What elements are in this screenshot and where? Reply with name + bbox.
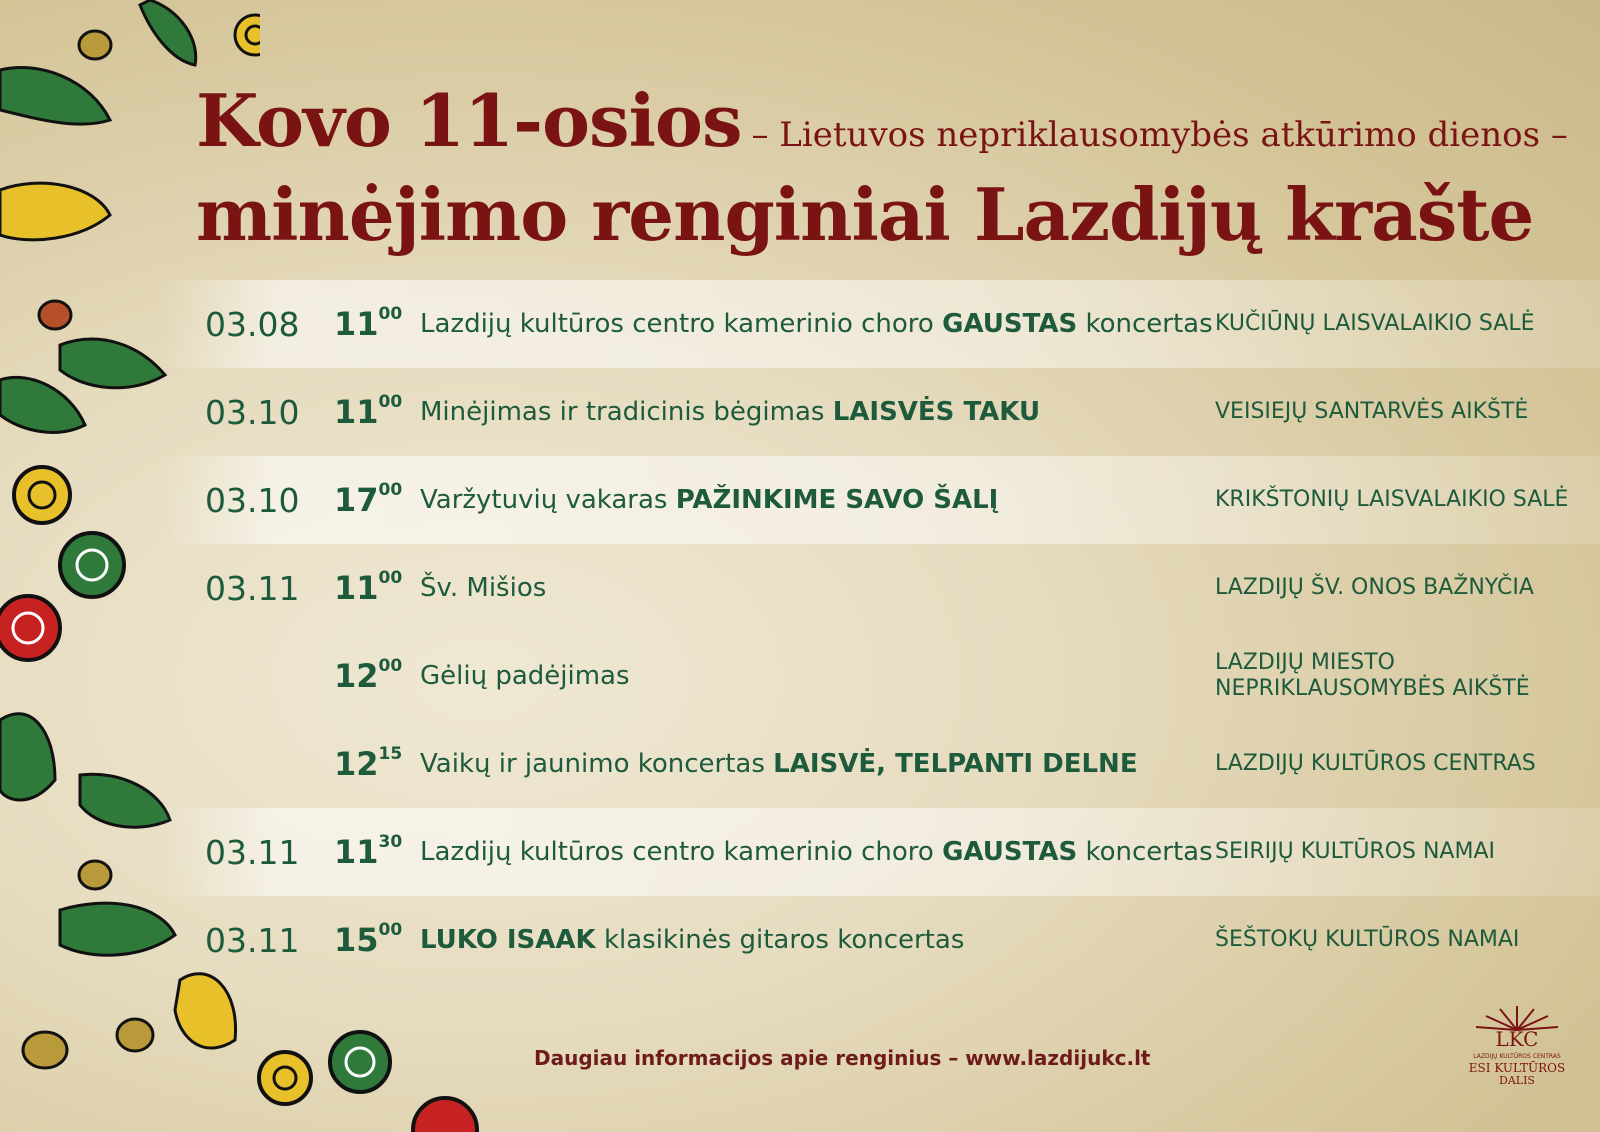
title-main: Kovo 11-osios — [196, 78, 742, 163]
event-date: 03.11 — [205, 568, 300, 608]
event-venue: SEIRIJŲ KULTŪROS NAMAI — [1215, 838, 1496, 864]
event-time: $11^{00}$ — [334, 392, 403, 431]
title-line-2: minėjimo renginiai Lazdijų krašte — [196, 172, 1534, 257]
event-venue: KRIKŠTONIŲ LAISVALAIKIO SALĖ — [1215, 486, 1569, 512]
event-row — [160, 720, 1600, 808]
event-description: Varžytuvių vakaras PAŽINKIME SAVO ŠALĮ — [420, 485, 999, 515]
folk-ornament-bottom — [260, 1030, 520, 1132]
event-time: $17^{00}$ — [334, 480, 403, 519]
event-date: 03.10 — [205, 480, 300, 520]
event-row — [160, 368, 1600, 456]
event-time: $15^{00}$ — [334, 920, 403, 959]
svg-text:ESI KULTŪROS: ESI KULTŪROS — [1468, 1061, 1566, 1075]
event-row — [160, 280, 1600, 368]
event-venue: LAZDIJŲ MIESTO NEPRIKLAUSOMYBĖS AIKŠTĖ — [1215, 649, 1530, 701]
event-date: 03.10 — [205, 392, 300, 432]
event-description: Lazdijų kultūros centro kamerinio choro GAUSTAS koncertas — [420, 309, 1213, 339]
event-date: 03.08 — [205, 304, 300, 344]
event-time: $12^{15}$ — [334, 744, 403, 783]
event-row — [160, 808, 1600, 896]
event-row — [160, 632, 1600, 720]
svg-text:LAZDIJŲ KULTŪROS CENTRAS: LAZDIJŲ KULTŪROS CENTRAS — [1473, 1053, 1561, 1060]
event-row — [160, 544, 1600, 632]
event-venue: LAZDIJŲ ŠV. ONOS BAŽNYČIA — [1215, 574, 1534, 600]
event-description: Lazdijų kultūros centro kamerinio choro GAUSTAS koncertas — [420, 837, 1213, 867]
event-time: $11^{00}$ — [334, 304, 403, 343]
title-subtitle: – Lietuvos nepriklausomybės atkūrimo dienos – — [751, 115, 1568, 155]
event-venue: KUČIŪNŲ LAISVALAIKIO SALĖ — [1215, 310, 1535, 336]
svg-text:LKC: LKC — [1495, 1027, 1539, 1051]
event-row — [160, 456, 1600, 544]
event-time: $11^{30}$ — [334, 832, 403, 871]
footer-info: Daugiau informacijos apie renginius – www.lazdijukc.lt — [534, 1046, 1151, 1070]
event-description: Šv. Mišios — [420, 573, 547, 603]
event-description: LUKO ISAAK klasikinės gitaros koncertas — [420, 925, 965, 955]
svg-text:DALIS: DALIS — [1499, 1074, 1535, 1087]
event-description: Gėlių padėjimas — [420, 661, 630, 691]
event-row — [160, 896, 1600, 984]
lkc-logo — [1462, 1000, 1572, 1100]
events-schedule — [160, 280, 1600, 984]
event-venue: LAZDIJŲ KULTŪROS CENTRAS — [1215, 750, 1536, 776]
page-title — [196, 78, 1568, 163]
event-time: $11^{00}$ — [334, 568, 403, 607]
event-date: 03.11 — [205, 832, 300, 872]
event-description: Vaikų ir jaunimo koncertas LAISVĖ, TELPANTI DELNE — [420, 749, 1138, 779]
event-venue: VEISIEJŲ SANTARVĖS AIKŠTĖ — [1215, 398, 1529, 424]
event-time: $12^{00}$ — [334, 656, 403, 695]
event-venue: ŠEŠTOKŲ KULTŪROS NAMAI — [1215, 926, 1520, 952]
event-date: 03.11 — [205, 920, 300, 960]
event-description: Minėjimas ir tradicinis bėgimas LAISVĖS TAKU — [420, 397, 1041, 427]
